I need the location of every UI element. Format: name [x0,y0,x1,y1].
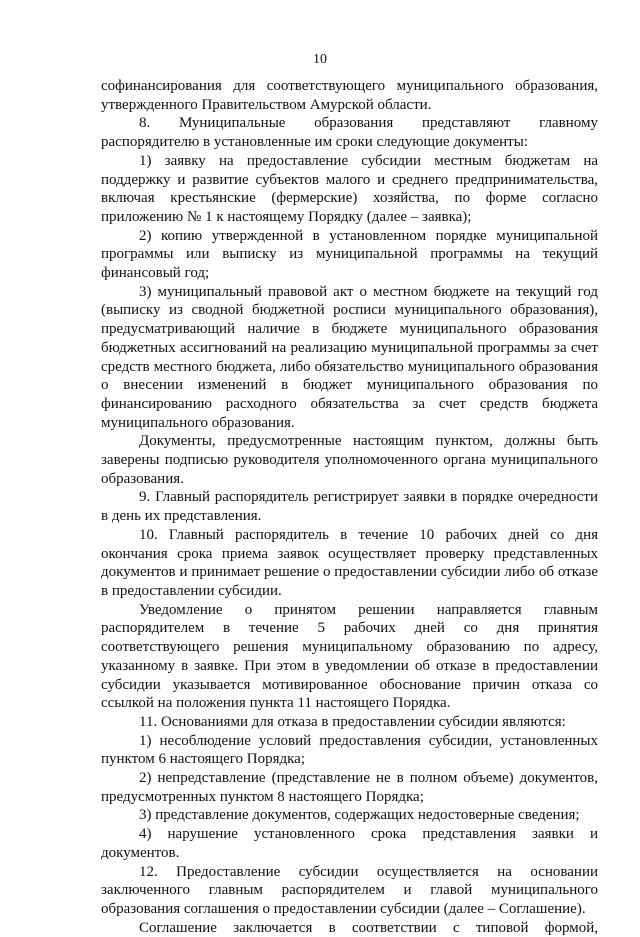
paragraph: Документы, предусмотренные настоящим пунктом, должны быть заверены подписью руководителя уполномоченного органа муниципального образования. [101,433,598,487]
page-number: 10 [313,52,327,67]
paragraph: 10. Главный распорядитель в течение 10 рабочих дней со дня окончания срока приема заявок осуществляет проверку представленных документов и принимает решение о предоставлении субсидии либо об отказе в предоставлении субсидии. [101,526,598,599]
paragraph: 12. Предоставление субсидии осуществляется на основании заключенного главным распорядителем и главой муниципального образования соглашения о предоставлении субсидии (далее – Соглашение). [101,863,598,917]
paragraph: 2) копию утвержденной в установленном порядке муниципальной программы или выписку из муниципальной программы на текущий финансовый год; [101,227,598,282]
paragraph: 2) непредставление (представление не в полном объеме) документов, предусмотренных пунктом 8 настоящего Порядка; [101,770,598,805]
paragraph: 3) муниципальный правовой акт о местном бюджете на текущий год (выписку из сводной бюджетной росписи муниципального образования), предусматривающий наличие в бюджете муниципального образования бюджетных ассигнований на реализацию муниципальной программы за счет средств местного бюджета, либо обязательство муниципального образования о внесении изменений в бюджет муниципального образования по финансированию расходного обязательства за счет средств бюджета муниципального образования. [101,283,598,431]
paragraph: 1) заявку на предоставление субсидии местным бюджетам на поддержку и развитие субъектов малого и среднего предпринимательства, включая крестьянские (фермерские) хозяйства, по форме согласно приложению № 1 к настоящему Порядку (далее – заявка); [101,152,598,225]
paragraph: софинансирования для соответствующего муниципального образования, утвержденного Правительством Амурской области. [101,78,598,113]
paragraph: 1) несоблюдение условий предоставления субсидии, установленных пунктом 6 настоящего Порядка; [101,732,598,768]
paragraph: 9. Главный распорядитель регистрирует заявки в порядке очередности в день их представления. [101,489,598,525]
paragraph: 3) представление документов, содержащих недостоверные сведения; [139,807,580,824]
paragraph: Соглашение заключается в соответствии с типовой формой, [139,919,598,936]
paragraph: 8. Муниципальные образования представляют главному распорядителю в установленные им сроки следующие документы: [101,115,598,151]
document-body [101,77,598,937]
paragraph: Уведомление о принятом решении направляется главным распорядителем в течение 5 рабочих дней со дня принятия соответствующего решения муниципальному образованию по адресу, указанному в заявке. При этом в уведомлении об отказе в предоставлении субсидии указывается мотивированное обоснование причин отказа со ссылкой на положения пункта 11 настоящего Порядка. [101,601,598,712]
paragraph: 4) нарушение установленного срока представления заявки и документов. [101,826,598,861]
paragraph: 11. Основаниями для отказа в предоставлении субсидии являются: [139,713,566,730]
